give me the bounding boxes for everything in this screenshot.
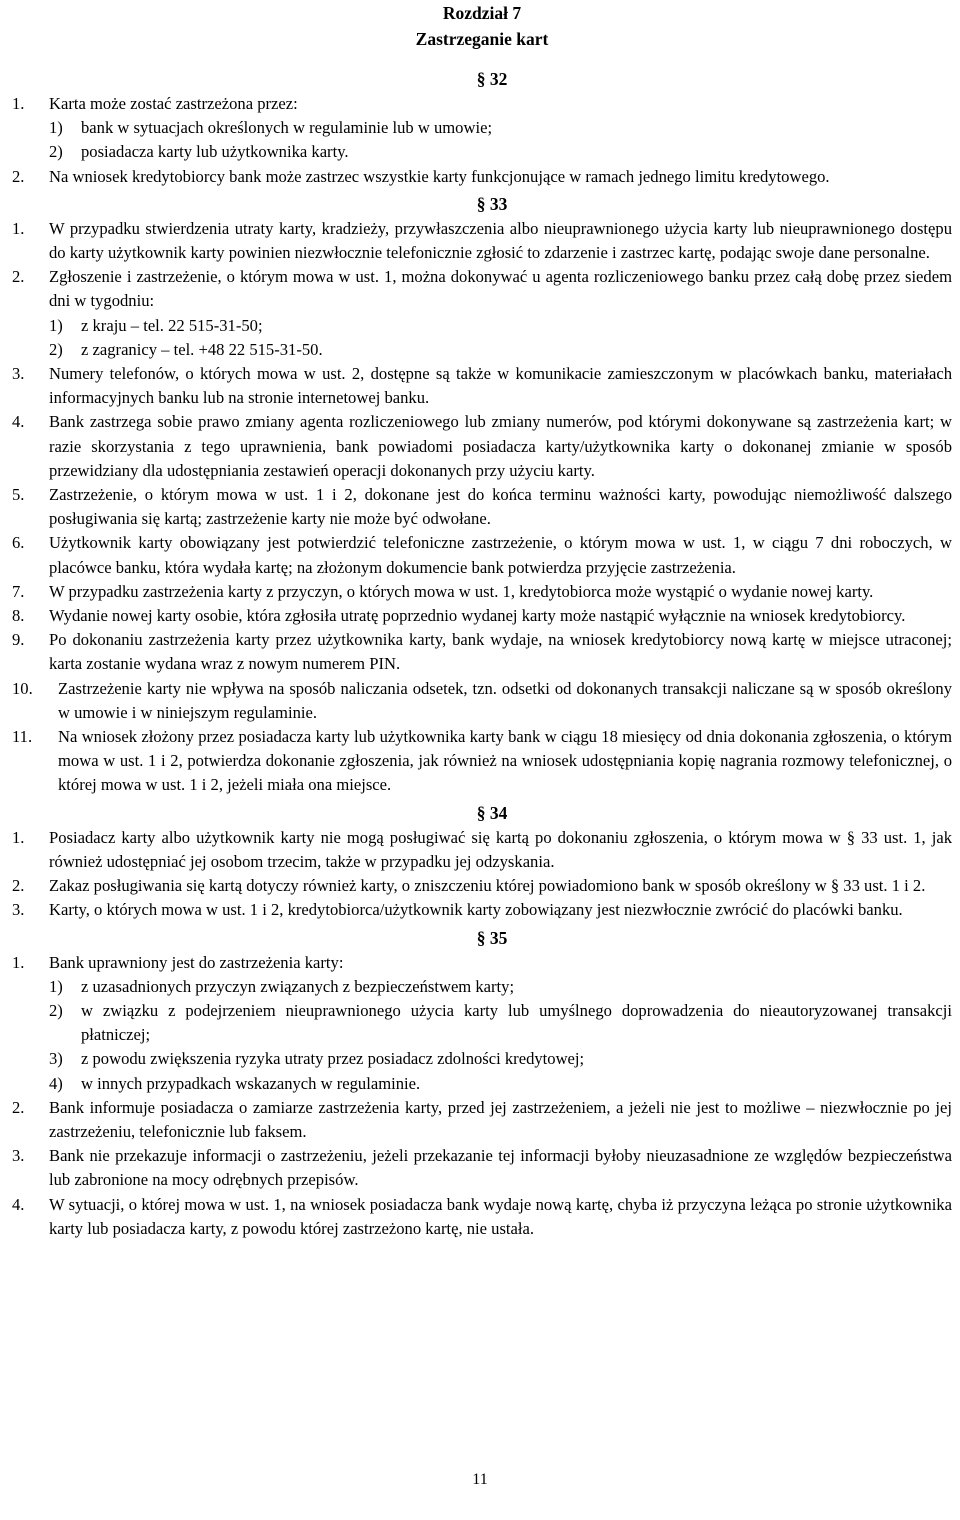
list-item (12, 362, 952, 410)
item-number: 2. (12, 267, 25, 287)
subitem-text: z zagranicy – tel. +48 22 515-31-50. (81, 339, 323, 359)
sub-list-item (49, 338, 952, 362)
list-item (12, 217, 952, 265)
list-item (12, 604, 952, 628)
item-text: Użytkownik karty obowiązany jest potwierdzić telefoniczne zastrzeżenie, o którym mowa w ust. 1, w ciągu 7 dni roboczych, w placówce banku, która wydała kartę; na złożonym dokumencie bank potwierdza przyjęcie zastrzeżenia. (49, 533, 952, 577)
item-text: Numery telefonów, o których mowa w ust. 2, dostępne są także w komunikacie zamieszczonym w placówkach banku, materiałach informacyjnych banku lub na stronie internetowej banku. (49, 364, 952, 408)
subitem-list (49, 116, 952, 164)
paragraph-section (12, 925, 952, 1241)
item-text: Karty, o których mowa w ust. 1 i 2, kredytobiorca/użytkownik karty zobowiązany jest niezwłocznie zwrócić do placówki banku. (49, 900, 903, 920)
item-number: 5. (12, 485, 25, 505)
item-text: Na wniosek kredytobiorcy bank może zastrzec wszystkie karty funkcjonujące w ramach jednego limitu kredytowego. (49, 166, 830, 186)
list-item (12, 1193, 952, 1241)
item-text: Bank zastrzega sobie prawo zmiany agenta rozliczeniowego lub zmiany numerów, pod którymi dokonywane są zastrzeżenia kart; w razie skorzystania z tego uprawnienia, bank powiadomi posiadacza karty/użytkownika karty o dokonanej zmianie w sposób przewidziany dla udostępniania zestawień operacji dokonanych przy użyciu karty. (49, 412, 952, 480)
subitem-number: 1) (49, 315, 63, 335)
sub-list-item (49, 999, 952, 1047)
subitem-text: w związku z podejrzeniem nieuprawnionego użycia karty lub umyślnego doprowadzenia do nieautoryzowanej transakcji płatniczej; (81, 1000, 952, 1045)
subitem-list (49, 314, 952, 362)
item-text: W przypadku stwierdzenia utraty karty, kradzieży, przywłaszczenia albo nieuprawnionego użycia karty lub nieuprawnionego dostępu do karty użytkownik karty powinien niezwłocznie telefonicznie zgłosić to zdarzenie i zastrzec kartę, podając swoje dane personalne. (49, 218, 952, 263)
sub-list-item (49, 140, 952, 164)
list-item (12, 826, 952, 874)
subitem-text: bank w sytuacjach określonych w regulaminie lub w umowie; (81, 118, 493, 138)
list-item (12, 951, 952, 1096)
subitem-list (49, 975, 952, 1096)
subitem-text: z powodu zwiększenia ryzyka utraty przez posiadacz zdolności kredytowej; (81, 1049, 585, 1069)
item-number: 1. (12, 952, 25, 972)
paragraph-heading: § 35 (476, 927, 508, 948)
list-item (12, 265, 952, 362)
item-text: Posiadacz karty albo użytkownik karty nie mogą posługiwać się kartą po dokonaniu zgłoszenia, o którym mowa w § 33 ust. 1, jak również udostępniać jej osobom trzecim, także w przypadku jej odzyskania. (49, 827, 952, 871)
item-text: Zastrzeżenie, o którym mowa w ust. 1 i 2, dokonane jest do końca terminu ważności karty, powodując niemożliwość dalszego posługiwania się kartą; zastrzeżenie karty nie może być odwołane. (49, 485, 952, 529)
list-item (12, 483, 952, 531)
paragraph-section (12, 191, 952, 798)
sub-list-item (49, 975, 952, 999)
chapter-title: Zastrzeganie kart (415, 29, 549, 49)
subitem-number: 2) (49, 142, 63, 162)
item-number: 1. (12, 827, 25, 847)
item-number: 3. (12, 364, 25, 384)
subitem-number: 3) (49, 1049, 63, 1069)
item-text: Bank informuje posiadacza o zamiarze zastrzeżenia karty, przed jej zastrzeżeniem, a jeżeli nie jest to możliwe – niezwłocznie po jej zastrzeżeniu, telefonicznie lub faksem. (49, 1097, 952, 1141)
item-number: 3. (12, 900, 25, 920)
list-item (12, 1096, 952, 1144)
list-item (12, 531, 952, 579)
item-number: 9. (12, 630, 25, 650)
page-number: 11 (472, 1471, 488, 1488)
item-text: W przypadku zastrzeżenia karty z przyczyn, o których mowa w ust. 1, kredytobiorca może wystąpić o wydanie nowej karty. (49, 581, 874, 601)
item-text: Wydanie nowej karty osobie, która zgłosiła utratę poprzednio wydanej karty może nastąpić wyłącznie na wniosek kredytobiorcy. (49, 606, 906, 626)
list-item (12, 580, 952, 604)
item-number: 11. (12, 727, 33, 747)
list-item (12, 677, 952, 725)
subitem-text: w innych przypadkach wskazanych w regulaminie. (81, 1073, 421, 1093)
sub-list-item (49, 1047, 952, 1071)
list-item (12, 92, 952, 165)
paragraph-section (12, 800, 952, 923)
item-text: Bank nie przekazuje informacji o zastrzeżeniu, jeżeli przekazanie tej informacji byłoby nieuzasadnione ze względów bezpieczeństwa lub zabronione na mocy odrębnych przepisów. (49, 1146, 952, 1190)
list-item (12, 725, 952, 798)
list-item (12, 165, 952, 189)
item-text: Karta może zostać zastrzeżona przez: (49, 94, 298, 113)
item-number: 8. (12, 606, 25, 626)
list-item (12, 410, 952, 483)
item-number: 1. (12, 218, 25, 238)
sub-list-item (49, 1072, 952, 1096)
list-item (12, 1144, 952, 1192)
list-item (12, 628, 952, 676)
subitem-number: 1) (49, 118, 63, 138)
item-number: 4. (12, 1194, 25, 1214)
list-item (12, 898, 952, 922)
paragraph-section (12, 66, 952, 189)
sections-container (12, 66, 952, 1241)
item-list (12, 92, 952, 189)
item-number: 2. (12, 876, 25, 896)
sub-list-item (49, 314, 952, 338)
paragraph-heading: § 32 (476, 69, 508, 89)
subitem-number: 4) (49, 1073, 63, 1093)
item-list (12, 217, 952, 798)
item-number: 2. (12, 166, 25, 186)
item-number: 7. (12, 581, 25, 601)
item-text: Po dokonaniu zastrzeżenia karty przez użytkownika karty, bank wydaje, na wniosek kredytobiorcy nową kartę w miejsce utraconej; karta zostanie wydana wraz z nowym numerem PIN. (49, 630, 952, 674)
item-text: Zastrzeżenie karty nie wpływa na sposób naliczania odsetek, tzn. odsetki od dokonanych transakcji naliczane są w sposób określony w umowie i w niniejszym regulaminie. (58, 678, 952, 722)
subitem-text: z uzasadnionych przyczyn związanych z bezpieczeństwem karty; (81, 976, 515, 996)
subitem-number: 2) (49, 339, 63, 359)
item-number: 2. (12, 1097, 25, 1117)
item-text: Zgłoszenie i zastrzeżenie, o którym mowa w ust. 1, można dokonywać u agenta rozliczeniowego banku przez całą dobę przez siedem dni w tygodniu: (49, 267, 952, 311)
item-number: 4. (12, 412, 25, 432)
item-text: Na wniosek złożony przez posiadacza karty lub użytkownika karty bank w ciągu 18 miesięcy od dnia dokonania zgłoszenia, o którym mowa w ust. 1 i 2, potwierdza dokonanie zgłoszenia, jak również na wniosek udostępniania kopię nagrania rozmowy telefonicznej, o której mowa w ust. 1 i 2, jeżeli miała ona miejsce. (58, 727, 952, 795)
subitem-text: posiadacza karty lub użytkownika karty. (81, 142, 349, 162)
item-list (12, 826, 952, 923)
item-text: Zakaz posługiwania się kartą dotyczy również karty, o zniszczeniu której powiadomiono bank w sposób określony w § 33 ust. 1 i 2. (49, 876, 926, 896)
item-text: W sytuacji, o której mowa w ust. 1, na wniosek posiadacza bank wydaje nową kartę, chyba iż przyczyna leżąca po stronie użytkownika karty lub posiadacza karty, z powodu której zastrzeżono kartę, nie ustała. (49, 1194, 952, 1238)
chapter-label: Rozdział 7 (442, 3, 522, 23)
item-number: 10. (12, 678, 33, 698)
item-text: Bank uprawniony jest do zastrzeżenia karty: (49, 952, 344, 972)
item-list (12, 951, 952, 1241)
item-number: 3. (12, 1146, 25, 1166)
subitem-number: 2) (49, 1000, 63, 1020)
item-number: 1. (12, 94, 25, 113)
paragraph-heading: § 33 (476, 193, 508, 214)
sub-list-item (49, 116, 952, 140)
list-item (12, 874, 952, 898)
subitem-number: 1) (49, 976, 63, 996)
item-number: 6. (12, 533, 25, 553)
paragraph-heading: § 34 (476, 802, 508, 823)
subitem-text: z kraju – tel. 22 515-31-50; (81, 315, 263, 335)
